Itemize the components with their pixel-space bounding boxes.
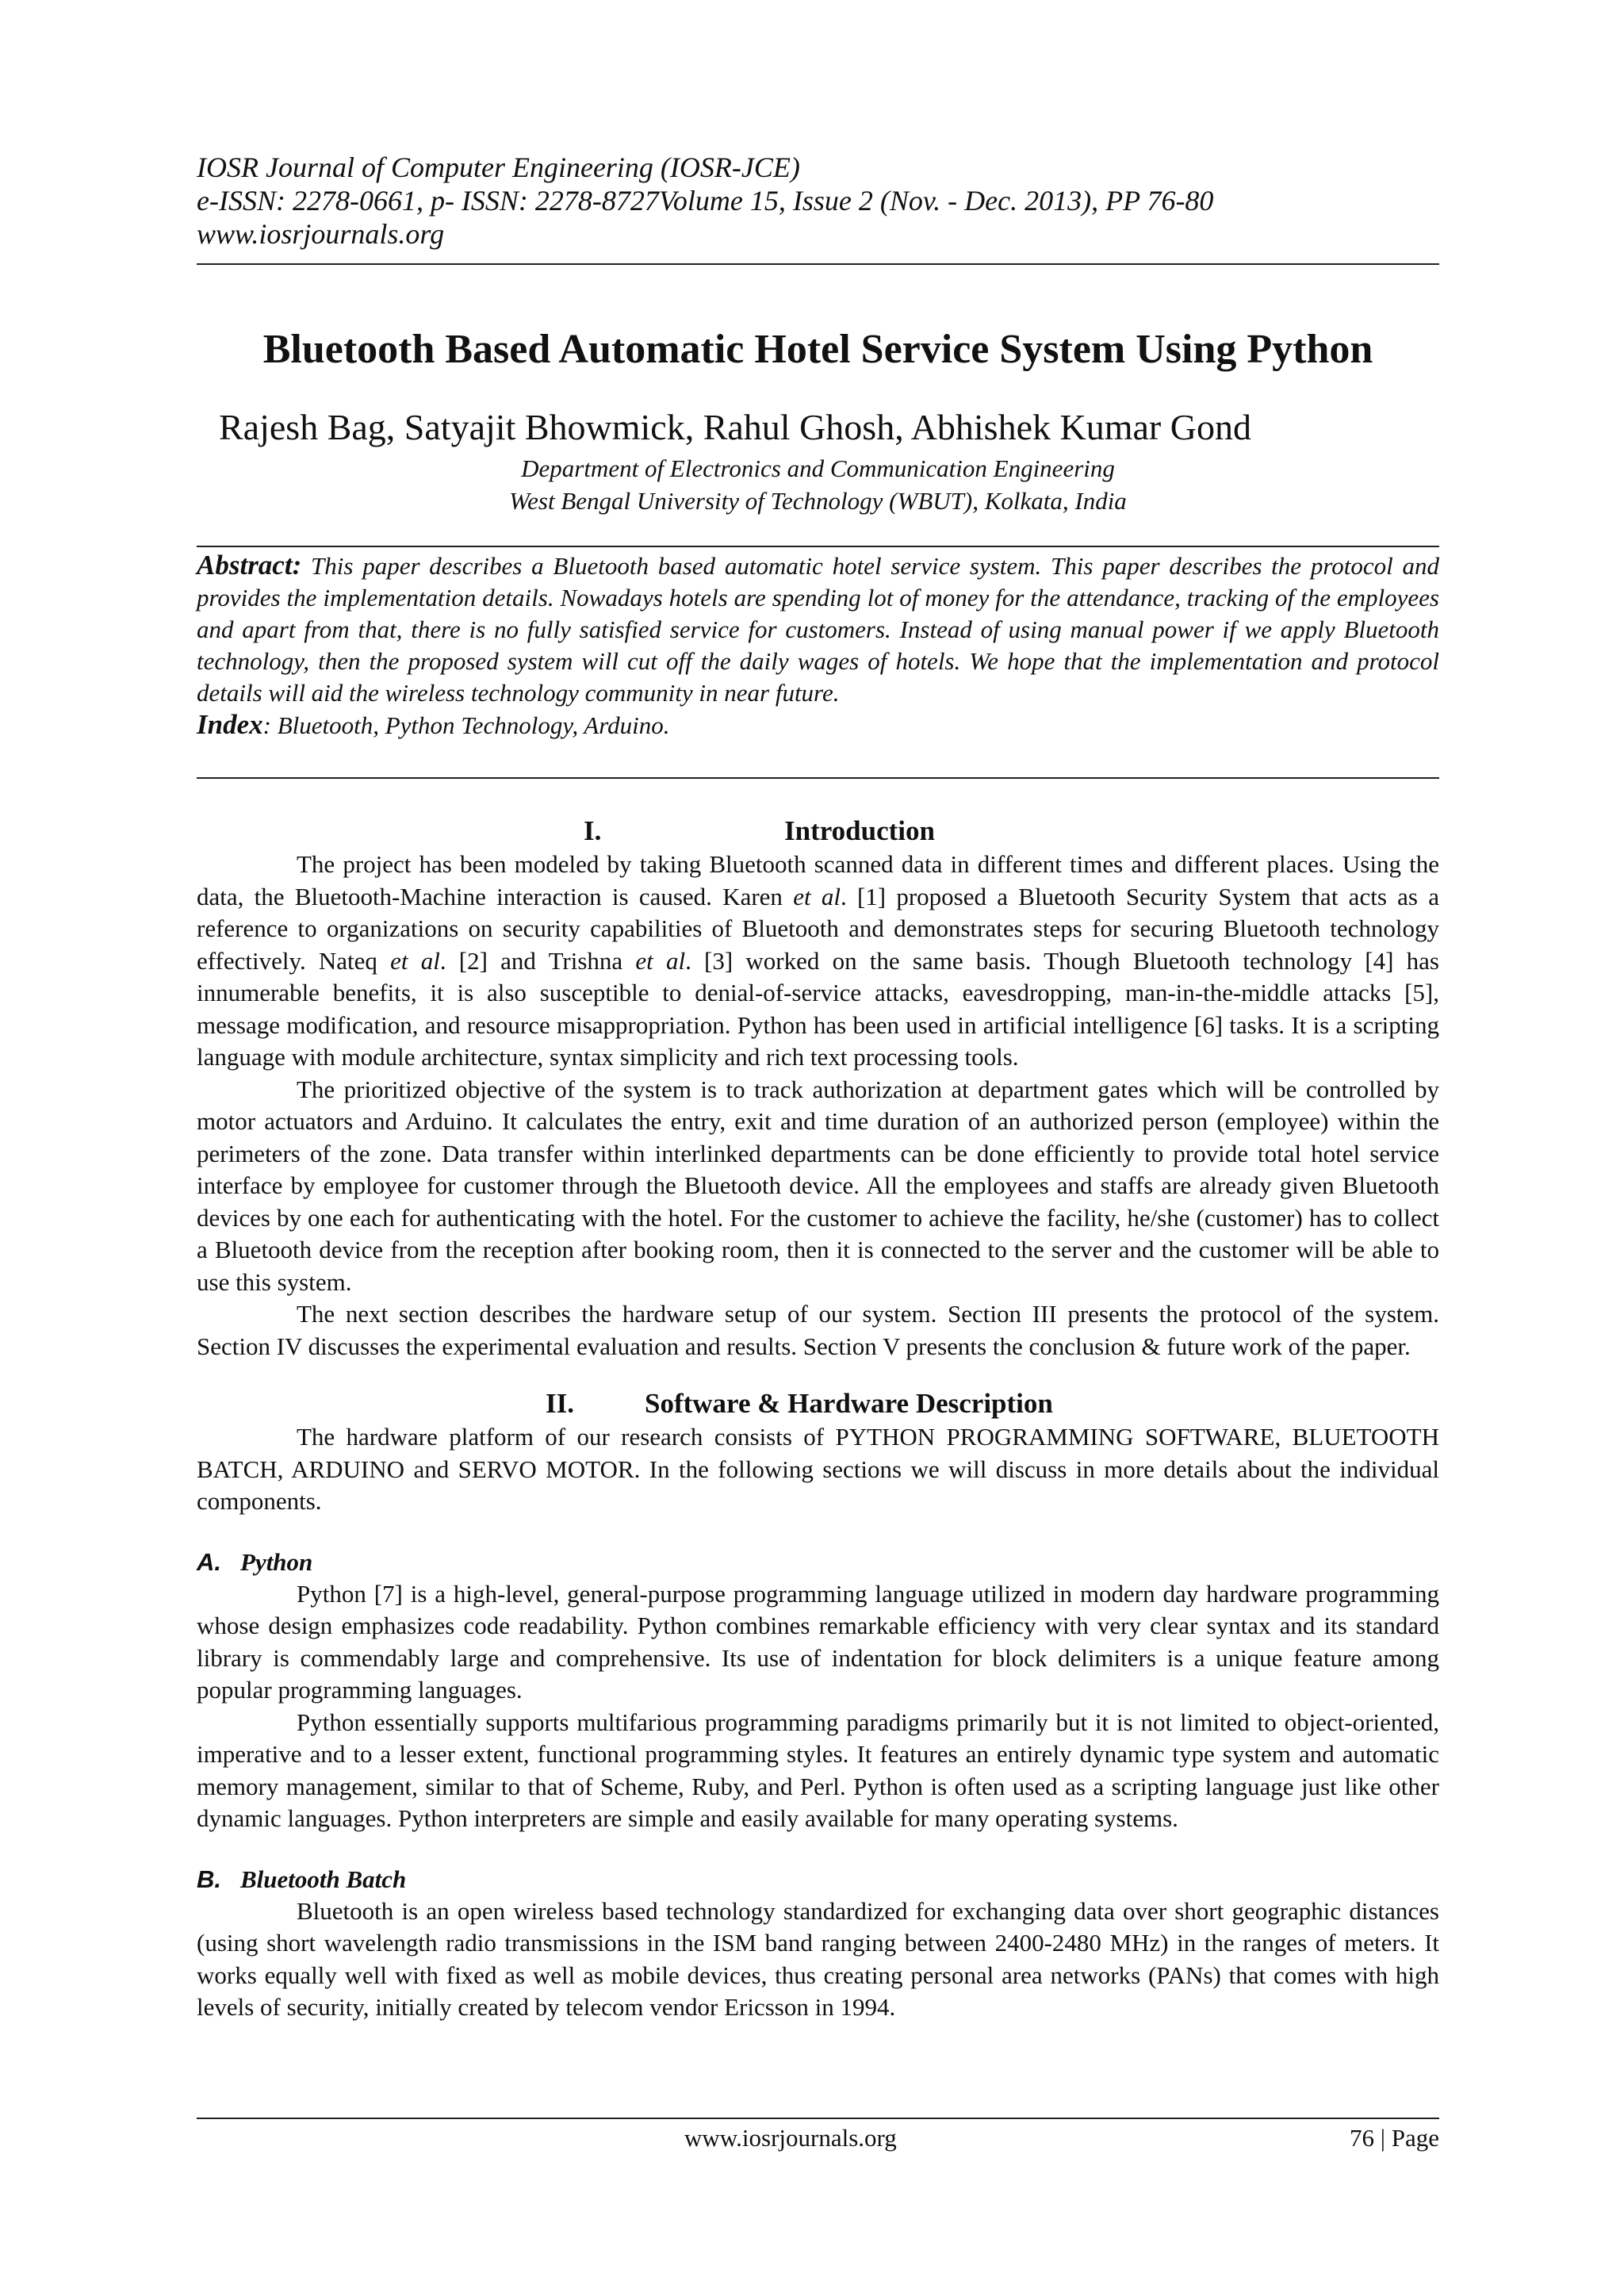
- abstract-text: This paper describes a Bluetooth based automatic hotel service system. This paper describes the protocol and provides the implementation details. Nowadays hotels are spending lot of money for the attendance, tracking of the employees and apart from that, there is no fully satisfied service for customers. Instead of using manual power if we apply Bluetooth technology, then the proposed system will cut off the daily wages of hotels. We hope that the implementation and protocol details will aid the wireless technology community in near future.: [197, 552, 1439, 707]
- subsection-a-heading: [197, 1547, 1439, 1578]
- abstract-paragraph: [197, 550, 1439, 709]
- intro-paragraph-1: The project has been modeled by taking Bluetooth scanned data in different times and different places. Using the data, the Bluetooth-Machine interaction is caused. Karen et al. [1] proposed a Bluetooth Security System that acts as a reference to organizations on security capabilities of Bluetooth and demonstrates steps for securing Bluetooth technology effectively. Nateq et al. [2] and Trishna et al. [3] worked on the same basis. Though Bluetooth technology [4] has innumerable benefits, it is also susceptible to denial-of-service attacks, eavesdropping, man-in-the-middle attacks [5], message modification, and resource misappropriation. Python has been used in artificial intelligence [6] tasks. It is a scripting language with module architecture, syntax simplicity and rich text processing tools.: [197, 850, 1439, 1071]
- subsection-b-letter: B.: [197, 1865, 221, 1893]
- subsection-a-title: Python: [240, 1547, 313, 1576]
- index-terms: [197, 709, 1439, 742]
- section-1-number: I.: [584, 815, 602, 846]
- header-rule: [197, 263, 1439, 265]
- subsection-b-title: Bluetooth Batch: [240, 1865, 407, 1893]
- journal-header: [197, 151, 1439, 251]
- abstract-top-rule: [197, 546, 1439, 547]
- footer-website: www.iosrjournals.org: [684, 2124, 897, 2152]
- section-2-heading: [197, 1386, 1439, 1421]
- subsection-a-letter: A.: [197, 1547, 221, 1576]
- journal-issn: e-ISSN: 2278-0661, p- ISSN: 2278-8727Volume 15, Issue 2 (Nov. - Dec. 2013), PP 76-80: [197, 185, 1214, 217]
- subsection-b-heading: [197, 1864, 1439, 1895]
- section-1-title: Introduction: [784, 815, 935, 846]
- intro-paragraph-2: The prioritized objective of the system is to track authorization at department gates which will be controlled by motor actuators and Arduino. It calculates the entry, exit and time duration of an authorized person (employee) within the perimeters of the zone. Data transfer within interlinked departments can be done efficiently to provide total hotel service interface by employee for customer through the Bluetooth device. All the employees and staffs are already given Bluetooth devices by one each for authenticating with the hotel. For the customer to achieve the facility, he/she (customer) has to collect a Bluetooth device from the reception after booking room, then it is connected to the server and the customer will be able to use this system.: [197, 1075, 1439, 1296]
- python-paragraph-2: Python essentially supports multifarious programming paradigms primarily but it is not limited to object-oriented, imperative and to a lesser extent, functional programming styles. It features an entirely dynamic type system and automatic memory management, similar to that of Scheme, Ruby, and Perl. Python is often used as a scripting language just like other dynamic languages. Python interpreters are simple and easily available for many operating systems.: [197, 1708, 1439, 1832]
- affiliation-university: West Bengal University of Technology (WBUT), Kolkata, India: [509, 487, 1127, 515]
- footer-rule: [197, 2118, 1439, 2119]
- section-1-heading: [197, 814, 1439, 849]
- index-text: : Bluetooth, Python Technology, Arduino.: [262, 711, 670, 739]
- journal-website: www.iosrjournals.org: [197, 218, 445, 250]
- intro-paragraph-3: The next section describes the hardware setup of our system. Section III presents the protocol of the system. Section IV discusses the experimental evaluation and results. Section V presents the conclusion & future work of the paper.: [197, 1300, 1439, 1360]
- abstract-block: [197, 550, 1439, 742]
- paper-title: Bluetooth Based Automatic Hotel Service System Using Python: [262, 327, 1373, 372]
- section-2-number: II.: [546, 1388, 574, 1419]
- abstract-label: Abstract:: [197, 550, 302, 581]
- author-list: Rajesh Bag, Satyajit Bhowmick, Rahul Ghosh, Abhishek Kumar Gond: [219, 407, 1251, 447]
- section-2-title: Software & Hardware Description: [645, 1388, 1053, 1419]
- python-paragraph-1: Python [7] is a high-level, general-purpose programming language utilized in modern day hardware programming whose design emphasizes code readability. Python combines remarkable efficiency with very clear syntax and its standard library is commendably large and comprehensive. Its use of indentation for block delimiters is a unique feature among popular programming languages.: [197, 1579, 1439, 1704]
- journal-name: IOSR Journal of Computer Engineering (IOSR-JCE): [197, 151, 800, 183]
- main-body: [197, 814, 1439, 2024]
- affiliation: [197, 452, 1439, 517]
- page-number: 76 | Page: [1350, 2124, 1439, 2152]
- bluetooth-paragraph-1: Bluetooth is an open wireless based technology standardized for exchanging data over short geographic distances (using short wavelength radio transmissions in the ISM band ranging between 2400-2480 MHz) in the ranges of meters. It works equally well with fixed as well as mobile devices, thus creating personal area networks (PANs) that comes with high levels of security, initially created by telecom vendor Ericsson in 1994.: [197, 1896, 1439, 2021]
- affiliation-department: Department of Electronics and Communication Engineering: [521, 454, 1115, 482]
- index-label: Index: [197, 709, 263, 740]
- abstract-bottom-rule: [197, 777, 1439, 779]
- hardware-paragraph-1: The hardware platform of our research consists of PYTHON PROGRAMMING SOFTWARE, BLUETOOTH BATCH, ARDUINO and SERVO MOTOR. In the following sections we will discuss in more details about the individual components.: [197, 1423, 1439, 1515]
